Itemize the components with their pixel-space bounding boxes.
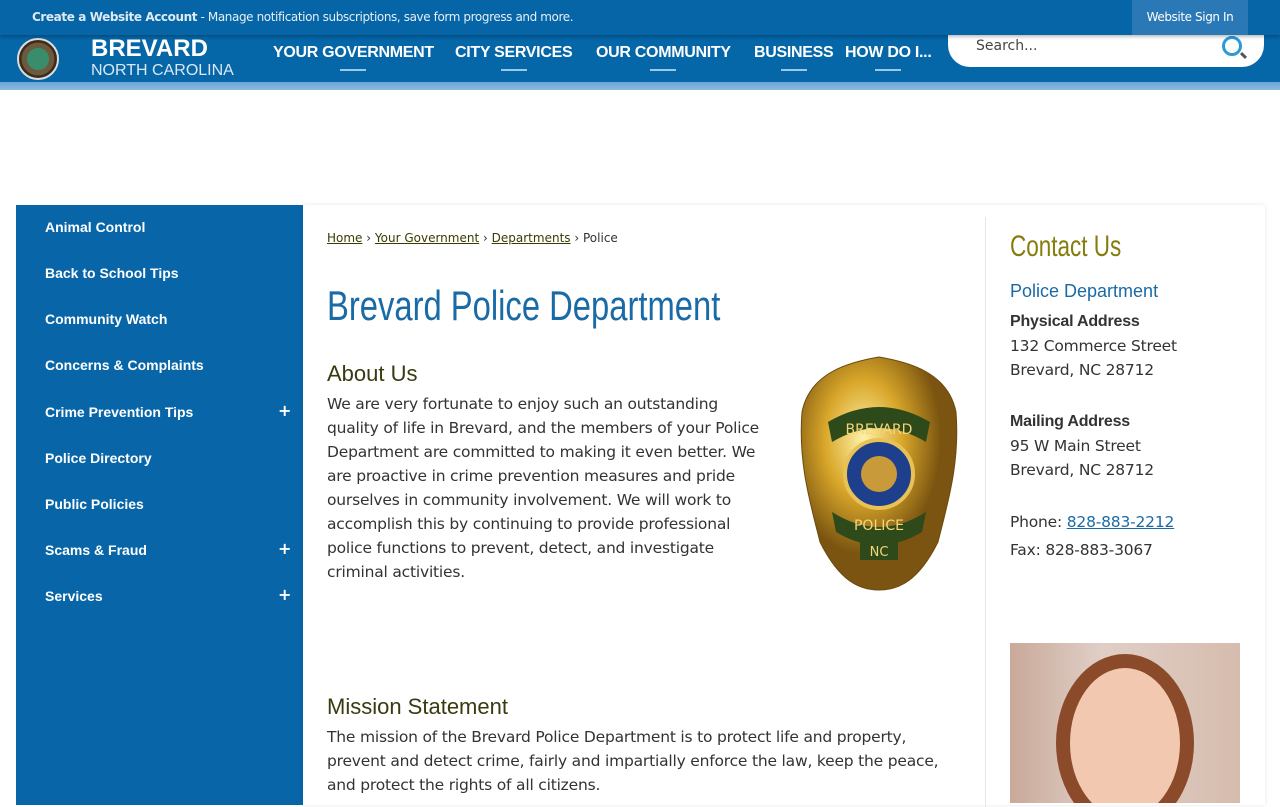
sidebar-item-animal-control[interactable]: Animal Control xyxy=(45,219,146,235)
breadcrumb-sep: › xyxy=(483,231,488,245)
city-seal-logo[interactable] xyxy=(17,38,59,80)
nav-how-do-i[interactable]: HOW DO I... xyxy=(845,44,932,61)
breadcrumb xyxy=(327,231,618,245)
column-divider xyxy=(985,217,986,807)
expand-icon[interactable]: + xyxy=(278,539,292,558)
sidebar-item-back-to-school[interactable]: Back to School Tips xyxy=(45,265,179,281)
brand-subtitle: NORTH CAROLINA xyxy=(91,62,234,79)
breadcrumb-current: Police xyxy=(583,231,618,245)
mission-text: The mission of the Brevard Police Department is to protect life and property, prevent and detect crime, fairly and impartially enforce the law, keep the peace, and protect the rights of all citizens. xyxy=(327,728,939,794)
sidebar-item-concerns[interactable]: Concerns & Complaints xyxy=(45,357,204,373)
phone xyxy=(1010,513,1174,531)
staff-photo xyxy=(1010,643,1240,803)
sidebar-item-police-directory[interactable]: Police Directory xyxy=(45,450,152,466)
contact-heading: Contact Us xyxy=(1010,230,1122,263)
contact-department[interactable]: Police Department xyxy=(1010,281,1159,301)
mailing-address-label: Mailing Address xyxy=(1010,413,1130,430)
search-input[interactable] xyxy=(976,38,1206,54)
breadcrumb-sep: › xyxy=(366,231,372,245)
badge-text: POLICE xyxy=(853,518,905,534)
account-message xyxy=(32,10,573,25)
badge-text: BREVARD xyxy=(845,422,913,438)
sidebar-nav xyxy=(16,205,303,805)
physical-address-label: Physical Address xyxy=(1010,313,1140,330)
police-badge-image xyxy=(798,352,960,592)
badge-text: NC xyxy=(869,545,889,560)
nav-our-community[interactable]: OUR COMMUNITY xyxy=(596,44,731,61)
create-account-link[interactable]: Create a Website Account xyxy=(32,10,198,24)
expand-icon[interactable]: + xyxy=(278,585,292,604)
portrait-face xyxy=(1070,668,1180,803)
nav-city-services[interactable]: CITY SERVICES xyxy=(455,44,573,61)
about-text: We are very fortunate to enjoy such an outstanding quality of life in Brevard, and the members of your Police Department are committed to making it even better. We are proactive in crime prevention measures and pride ourselves in community involvement. We will work to accomplish this by continuing to provide professional police functions to prevent, detect, and investigate criminal activities. xyxy=(327,395,760,581)
header-stripe xyxy=(0,82,1280,90)
breadcrumb-departments[interactable]: Departments xyxy=(491,231,571,245)
phone-link[interactable]: 828-883-2212 xyxy=(1066,513,1175,531)
sidebar-item-public-policies[interactable]: Public Policies xyxy=(45,496,144,512)
breadcrumb-your-government[interactable]: Your Government xyxy=(374,231,480,245)
fax: Fax: 828-883-3067 xyxy=(1010,541,1153,559)
account-message-text: - Manage notification subscriptions, save form progress and more. xyxy=(197,10,574,24)
physical-address-line1: 132 Commerce Street xyxy=(1010,337,1177,355)
nav-business[interactable]: BUSINESS xyxy=(754,44,834,61)
expand-icon[interactable]: + xyxy=(278,401,292,420)
mission-heading: Mission Statement xyxy=(327,694,508,719)
sidebar-item-community-watch[interactable]: Community Watch xyxy=(45,311,168,327)
physical-address-line2: Brevard, NC 28712 xyxy=(1010,361,1154,379)
page-title: Brevard Police Department xyxy=(327,282,721,329)
sidebar-item-scams-fraud[interactable]: Scams & Fraud xyxy=(45,542,147,558)
account-bar xyxy=(0,0,1280,35)
brand-name[interactable]: BREVARD xyxy=(91,35,208,62)
sidebar-item-crime-prevention[interactable]: Crime Prevention Tips xyxy=(45,404,194,420)
phone-label: Phone: xyxy=(1010,513,1067,531)
sidebar-item-services[interactable]: Services xyxy=(45,588,103,604)
breadcrumb-home[interactable]: Home xyxy=(327,231,363,245)
breadcrumb-sep: › xyxy=(574,231,580,245)
search-icon[interactable] xyxy=(1222,36,1242,56)
mailing-address-line1: 95 W Main Street xyxy=(1010,437,1141,455)
nav-your-government[interactable]: YOUR GOVERNMENT xyxy=(273,44,434,61)
sign-in-button[interactable]: Website Sign In xyxy=(1132,0,1248,35)
mailing-address-line2: Brevard, NC 28712 xyxy=(1010,461,1154,479)
about-heading: About Us xyxy=(327,361,418,386)
